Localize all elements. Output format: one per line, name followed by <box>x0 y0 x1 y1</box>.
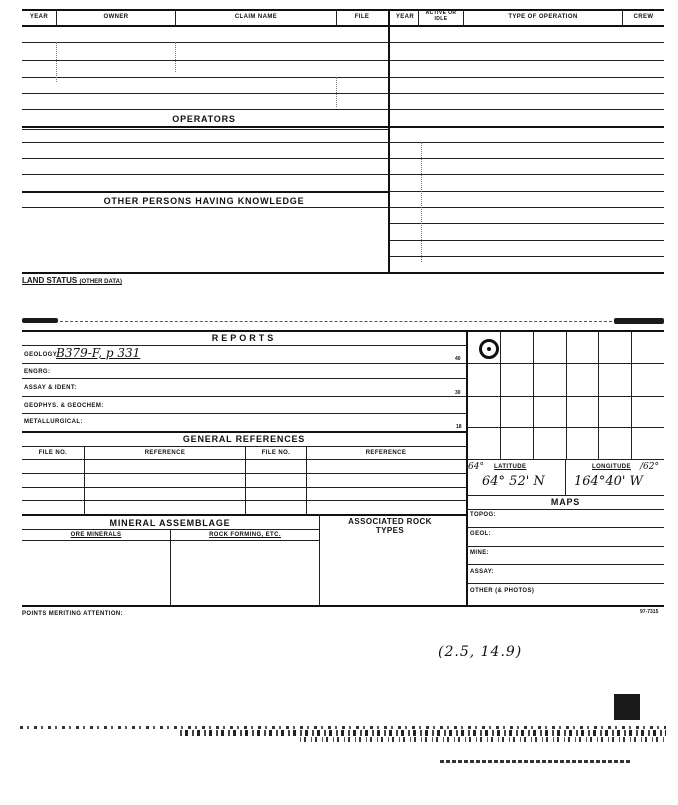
maps-other: OTHER (& PHOTOS) <box>470 588 535 594</box>
mineral-assemblage-title: MINERAL ASSEMBLAGE <box>109 518 231 528</box>
gr-header-file-no-2: FILE NO. <box>261 450 291 456</box>
latitude-label: LATITUDE <box>494 464 527 470</box>
header-type-of-operation: TYPE OF OPERATION <box>508 14 578 20</box>
maps-mine: MINE: <box>470 550 489 556</box>
latitude-value: 64° 52' N <box>482 474 545 489</box>
scan-block <box>614 694 640 720</box>
lon-suffix: /62° <box>640 462 659 472</box>
header-rule <box>22 25 664 27</box>
reports-bottom-rule <box>22 605 664 607</box>
operators-label: OPERATORS <box>172 114 236 124</box>
header-claim-name: CLAIM NAME <box>234 14 278 20</box>
maps-title: MAPS <box>550 497 581 507</box>
report-value-geology: B379-F, p 331 <box>56 346 141 360</box>
scan-mark-left <box>22 318 58 323</box>
points-meriting-attention: POINTS MERITING ATTENTION: <box>22 611 124 617</box>
header-owner: OWNER <box>103 14 129 20</box>
general-references-title: GENERAL REFERENCES <box>182 434 306 444</box>
report-number-assay: 30 <box>455 390 461 396</box>
header-active-idle: ACTIVE OR IDLE <box>425 10 457 22</box>
report-label-engrg: ENGRG: <box>24 369 51 375</box>
report-label-assay: ASSAY & IDENT: <box>24 385 77 391</box>
form-number: 97-7315 <box>640 609 659 615</box>
location-marker <box>479 339 499 359</box>
top-section-bottom <box>22 272 664 274</box>
header-file: FILE <box>354 14 370 20</box>
center-divider <box>388 10 390 272</box>
longitude-value: 164°40' W <box>574 474 643 489</box>
report-number-geology: 40 <box>455 356 461 362</box>
report-number-metallurgical: 18 <box>456 424 462 430</box>
header-year: YEAR <box>29 14 49 20</box>
reports-title: REPORTS <box>211 333 277 343</box>
longitude-label: LONGITUDE <box>592 464 631 470</box>
report-label-metallurgical: METALLURGICAL: <box>24 419 83 425</box>
gr-header-reference-1: REFERENCE <box>144 450 186 456</box>
land-status-label: LAND STATUS (OTHER DATA) <box>22 276 122 285</box>
rock-forming-label: ROCK FORMING, ETC. <box>209 532 281 538</box>
report-label-geology: GEOLOGY: <box>24 352 60 358</box>
ore-minerals-label: ORE MINERALS <box>70 532 122 538</box>
lat-prefix: 64° <box>468 462 484 472</box>
header-crew: CREW <box>633 14 654 20</box>
gr-header-file-no-1: FILE NO. <box>38 450 68 456</box>
top-border <box>22 9 664 11</box>
scan-mark-right <box>614 318 664 324</box>
handwritten-coordinates: (2.5, 14.9) <box>438 644 523 660</box>
other-persons-label: OTHER PERSONS HAVING KNOWLEDGE <box>103 196 305 206</box>
associated-rock-types-label: ASSOCIATED ROCK TYPES <box>348 517 432 535</box>
header-ops-year: YEAR <box>395 14 415 20</box>
maps-geol: GEOL: <box>470 531 491 537</box>
maps-topog: TOPOG: <box>470 512 496 518</box>
report-label-geophys: GEOPHYS. & GEOCHEM: <box>24 403 104 409</box>
gr-header-reference-2: REFERENCE <box>365 450 407 456</box>
maps-assay: ASSAY: <box>470 569 495 575</box>
